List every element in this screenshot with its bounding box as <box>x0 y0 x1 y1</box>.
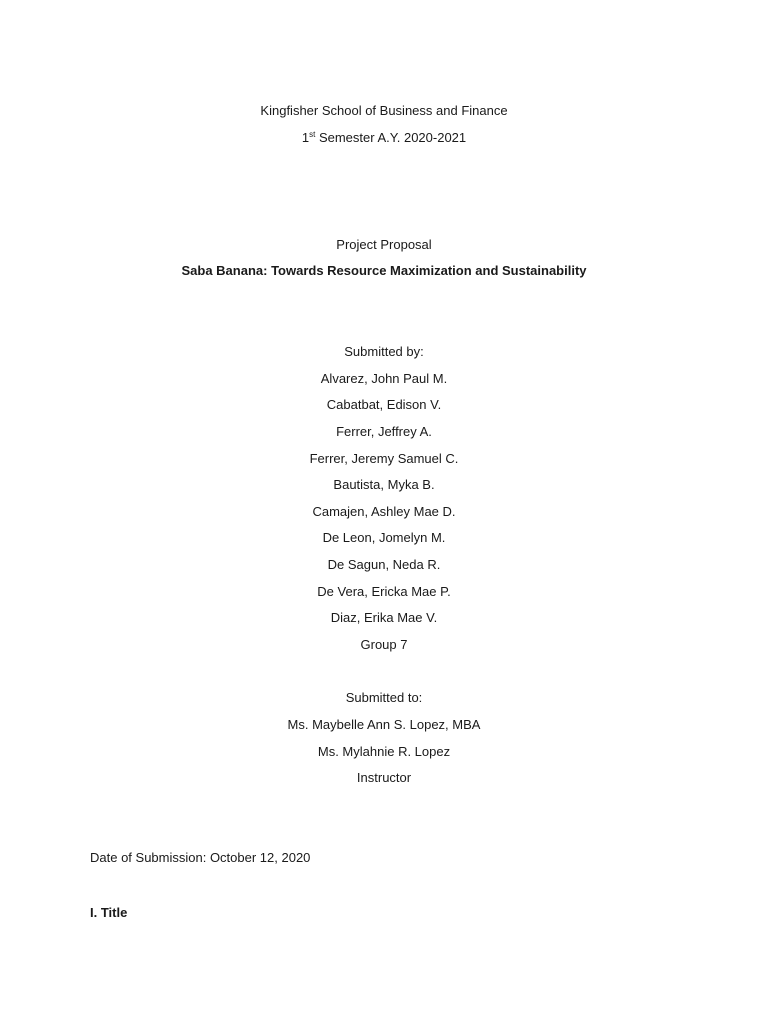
recipient-role: Instructor <box>356 770 412 785</box>
recipient-name: Ms. Mylahnie R. Lopez <box>317 744 451 759</box>
group-label: Group 7 <box>360 637 408 652</box>
member-name: Ferrer, Jeffrey A. <box>336 424 432 439</box>
semester-text: Semester A.Y. 2020-2021 <box>315 130 467 145</box>
member-name: Alvarez, John Paul M. <box>320 371 448 386</box>
submitted-by-label: Submitted by: <box>344 344 424 359</box>
member-name: De Leon, Jomelyn M. <box>322 530 446 545</box>
semester-number: 1 <box>301 130 310 145</box>
member-name: Ferrer, Jeremy Samuel C. <box>309 451 459 466</box>
recipient-name: Ms. Maybelle Ann S. Lopez, MBA <box>287 717 481 732</box>
school-name: Kingfisher School of Business and Finance <box>260 103 508 118</box>
member-name: Cabatbat, Edison V. <box>326 397 442 412</box>
submitted-to-label: Submitted to: <box>345 690 423 705</box>
semester-ordinal-suffix: st <box>309 130 316 139</box>
section-heading: I. Title <box>90 905 128 920</box>
member-name: Bautista, Myka B. <box>333 477 435 492</box>
member-name: Camajen, Ashley Mae D. <box>312 504 456 519</box>
member-name: De Sagun, Neda R. <box>327 557 441 572</box>
proposal-label: Project Proposal <box>336 237 432 252</box>
member-name: De Vera, Ericka Mae P. <box>317 584 451 599</box>
member-name: Diaz, Erika Mae V. <box>330 610 438 625</box>
semester-line <box>0 130 768 146</box>
date-of-submission: Date of Submission: October 12, 2020 <box>90 850 311 865</box>
proposal-title: Saba Banana: Towards Resource Maximization and Sustainability <box>181 263 587 278</box>
